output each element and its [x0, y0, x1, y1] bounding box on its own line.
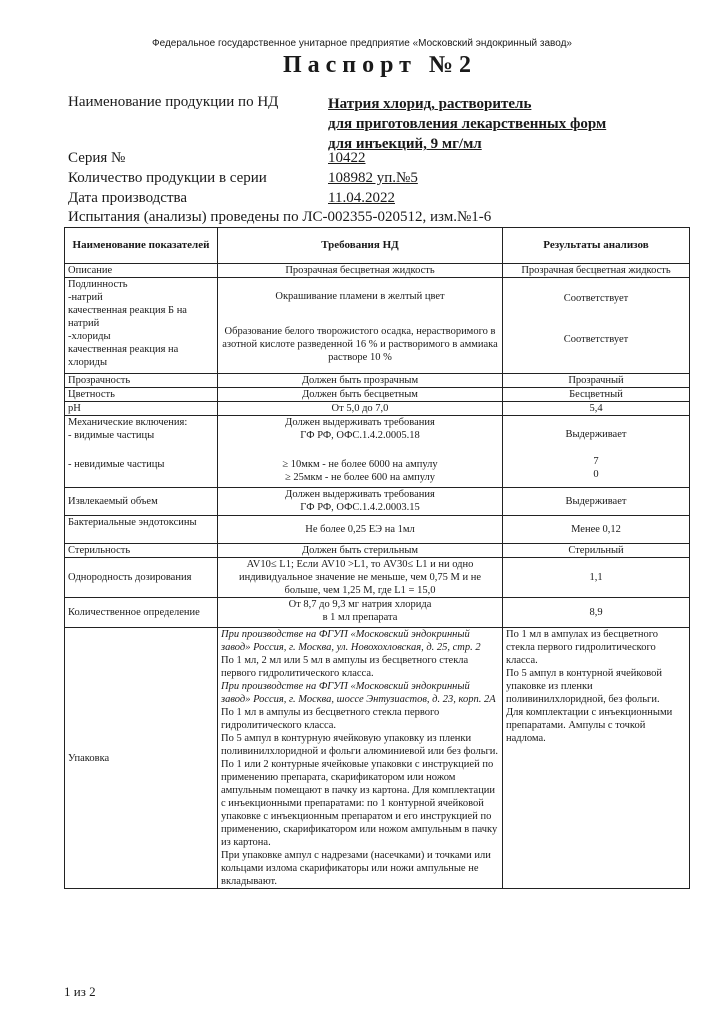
row-result: Выдерживает: [503, 488, 690, 516]
row-name-line: - невидимые частицы: [68, 459, 165, 470]
result-line: Соответствует: [563, 334, 629, 345]
date-label: Дата производства: [68, 190, 188, 206]
product-name-line: для приготовления лекарственных форм: [328, 116, 607, 132]
row-name-line: качественная реакция Б на натрий: [68, 305, 187, 329]
result-line: Соответствует: [563, 293, 629, 304]
tests-line: Испытания (анализы) проведены по ЛС-002355-020512, изм.№1-6: [68, 209, 492, 225]
requirement-line: Окрашивание пламени в желтый цвет: [275, 291, 445, 302]
series-value: 10422: [328, 150, 366, 166]
table-row: [65, 278, 690, 374]
row-result: Менее 0,12: [503, 516, 690, 544]
requirement-line: ГФ РФ, ОФС.1.4.2.0005.18: [300, 430, 420, 441]
table-row: [65, 598, 690, 628]
row-result: 8,9: [503, 598, 690, 628]
result-paragraph: По 5 ампул в контурной ячейковой упаковке из пленки поливинилхлоридной, без фольги.: [506, 668, 662, 705]
requirement-line: ≥ 25мкм - не более 600 на ампулу: [284, 472, 436, 483]
result-paragraph: По 1 мл в ампулах из бесцветного стекла первого гидролитического класса.: [506, 629, 659, 666]
result-line: Выдерживает: [565, 429, 627, 440]
row-name: Стерильность: [65, 544, 218, 558]
row-result: Прозрачная бесцветная жидкость: [503, 264, 690, 278]
row-name-line: качественная реакция на хлориды: [68, 344, 179, 368]
row-name: Однородность дозирования: [65, 558, 218, 598]
row-name-line: - видимые частицы: [68, 430, 155, 441]
packaging-result: [503, 628, 690, 889]
requirement-paragraph: По 5 ампул в контурную ячейковую упаковку из пленки поливинилхлоридной и фольги алюминиевой или без фольги.: [221, 733, 499, 757]
row-name: Цветность: [65, 388, 218, 402]
requirement-paragraph: При упаковке ампул с надрезами (насечками) и точками или кольцами излома скарификаторы или ножи ампульные не вкладывают.: [221, 850, 491, 887]
table-row: [65, 544, 690, 558]
requirement-line: От 8,7 до 9,3 мг натрия хлорида: [288, 599, 432, 610]
row-name: Описание: [65, 264, 218, 278]
row-name: Бактериальные эндотоксины: [65, 516, 218, 544]
row-name: Извлекаемый объем: [65, 488, 218, 516]
row-result: 1,1: [503, 558, 690, 598]
row-requirement: [218, 488, 503, 516]
row-result: [503, 416, 690, 488]
packaging-requirement: [218, 628, 503, 889]
row-name-line: Подлинность: [68, 279, 128, 290]
row-requirement: AV10≤ L1; Если AV10 >L1, то AV30≤ L1 и ни одно индивидуальное значение не меньше, чем 0,75 М и не больше, чем 1,25 М, где L1 = 15,0: [218, 558, 503, 598]
result-paragraph: Для комплектации с инъекционными препаратами. Ампулы с точкой надлома.: [506, 707, 673, 744]
row-name-line: -хлориды: [68, 331, 111, 342]
requirement-line: ≥ 10мкм - не более 6000 на ампулу: [282, 459, 438, 470]
row-requirement: Прозрачная бесцветная жидкость: [218, 264, 503, 278]
row-result: Прозрачный: [503, 374, 690, 388]
quantity-value: 108982 уп.№5: [328, 170, 418, 186]
table-row: [65, 264, 690, 278]
table-row: [65, 488, 690, 516]
product-name: [328, 94, 668, 154]
requirement-line: Образование белого творожистого осадка, нерастворимого в азотной кислоте разведенной 16 % и растворимого в аммиака растворе 10 %: [222, 326, 498, 363]
column-header: Требования НД: [218, 228, 503, 264]
requirement-paragraph: По 1 или 2 контурные ячейковые упаковки с инструкцией по применению препарата, скарификатором или ножом ампульным помещают в пачку из картона. Для комплектации с инъекционными препаратами: по 1 контурной ячейковой упаковке с инъекционным препаратом и его инструкцией по применению, скарификатором или ножом ампульным в пачку из картона.: [221, 759, 498, 848]
requirement-paragraph: При производстве на ФГУП «Московский эндокринный завод» Россия, г. Москва, шоссе Энтузиастов, д. 23, корп. 2А: [221, 681, 496, 705]
row-requirement: От 5,0 до 7,0: [218, 402, 503, 416]
column-header: Наименование показателей: [65, 228, 218, 264]
product-name-line: для инъекций, 9 мг/мл: [328, 136, 482, 152]
row-requirement: [218, 598, 503, 628]
table-row: [65, 416, 690, 488]
row-result: 5,4: [503, 402, 690, 416]
analysis-table: [64, 227, 690, 889]
requirement-line: в 1 мл препарата: [322, 612, 398, 623]
table-row: [65, 388, 690, 402]
series-label: Серия №: [68, 150, 126, 166]
product-name-line: Натрия хлорид, растворитель: [328, 96, 532, 112]
organization-name: Федеральное государственное унитарное предприятие «Московский эндокринный завод»: [152, 38, 572, 49]
row-requirement: [218, 278, 503, 374]
row-name: [65, 416, 218, 488]
date-value: 11.04.2022: [328, 190, 395, 206]
result-line: 7: [593, 456, 599, 467]
table-row: [65, 628, 690, 889]
requirement-line: ГФ РФ, ОФС.1.4.2.0003.15: [300, 502, 420, 513]
row-requirement: Должен быть стерильным: [218, 544, 503, 558]
column-header: Результаты анализов: [503, 228, 690, 264]
requirement-line: Должен выдерживать требования: [285, 489, 435, 500]
table-row: [65, 374, 690, 388]
table-row: [65, 402, 690, 416]
row-result: [503, 278, 690, 374]
table-row: [65, 558, 690, 598]
row-name: pH: [65, 402, 218, 416]
requirement-line: Должен выдерживать требования: [285, 417, 435, 428]
result-line: 0: [593, 469, 599, 480]
row-name: Упаковка: [65, 628, 218, 889]
document-title: Паспорт №2: [282, 52, 478, 78]
table-row: [65, 516, 690, 544]
requirement-paragraph: При производстве на ФГУП «Московский эндокринный завод» Россия, г. Москва, ул. Новохохловская, д. 25, стр. 2: [221, 629, 481, 653]
row-name: Количественное определение: [65, 598, 218, 628]
requirement-paragraph: По 1 мл, 2 мл или 5 мл в ампулы из бесцветного стекла первого гидролитического класса.: [221, 655, 469, 679]
row-name-line: -натрий: [68, 292, 103, 303]
row-requirement: Должен быть прозрачным: [218, 374, 503, 388]
row-result: Стерильный: [503, 544, 690, 558]
row-name: Прозрачность: [65, 374, 218, 388]
requirement-paragraph: По 1 мл в ампулы из бесцветного стекла первого гидролитического класса.: [221, 707, 440, 731]
row-requirement: Не более 0,25 ЕЭ на 1мл: [218, 516, 503, 544]
table-header-row: [65, 228, 690, 264]
quantity-label: Количество продукции в серии: [68, 170, 267, 186]
page-number: 1 из 2: [64, 984, 96, 999]
product-name-label: Наименование продукции по НД: [68, 94, 279, 110]
row-requirement: Должен быть бесцветным: [218, 388, 503, 402]
row-result: Бесцветный: [503, 388, 690, 402]
row-name-line: Механические включения:: [68, 417, 188, 428]
row-name: [65, 278, 218, 374]
row-requirement: [218, 416, 503, 488]
